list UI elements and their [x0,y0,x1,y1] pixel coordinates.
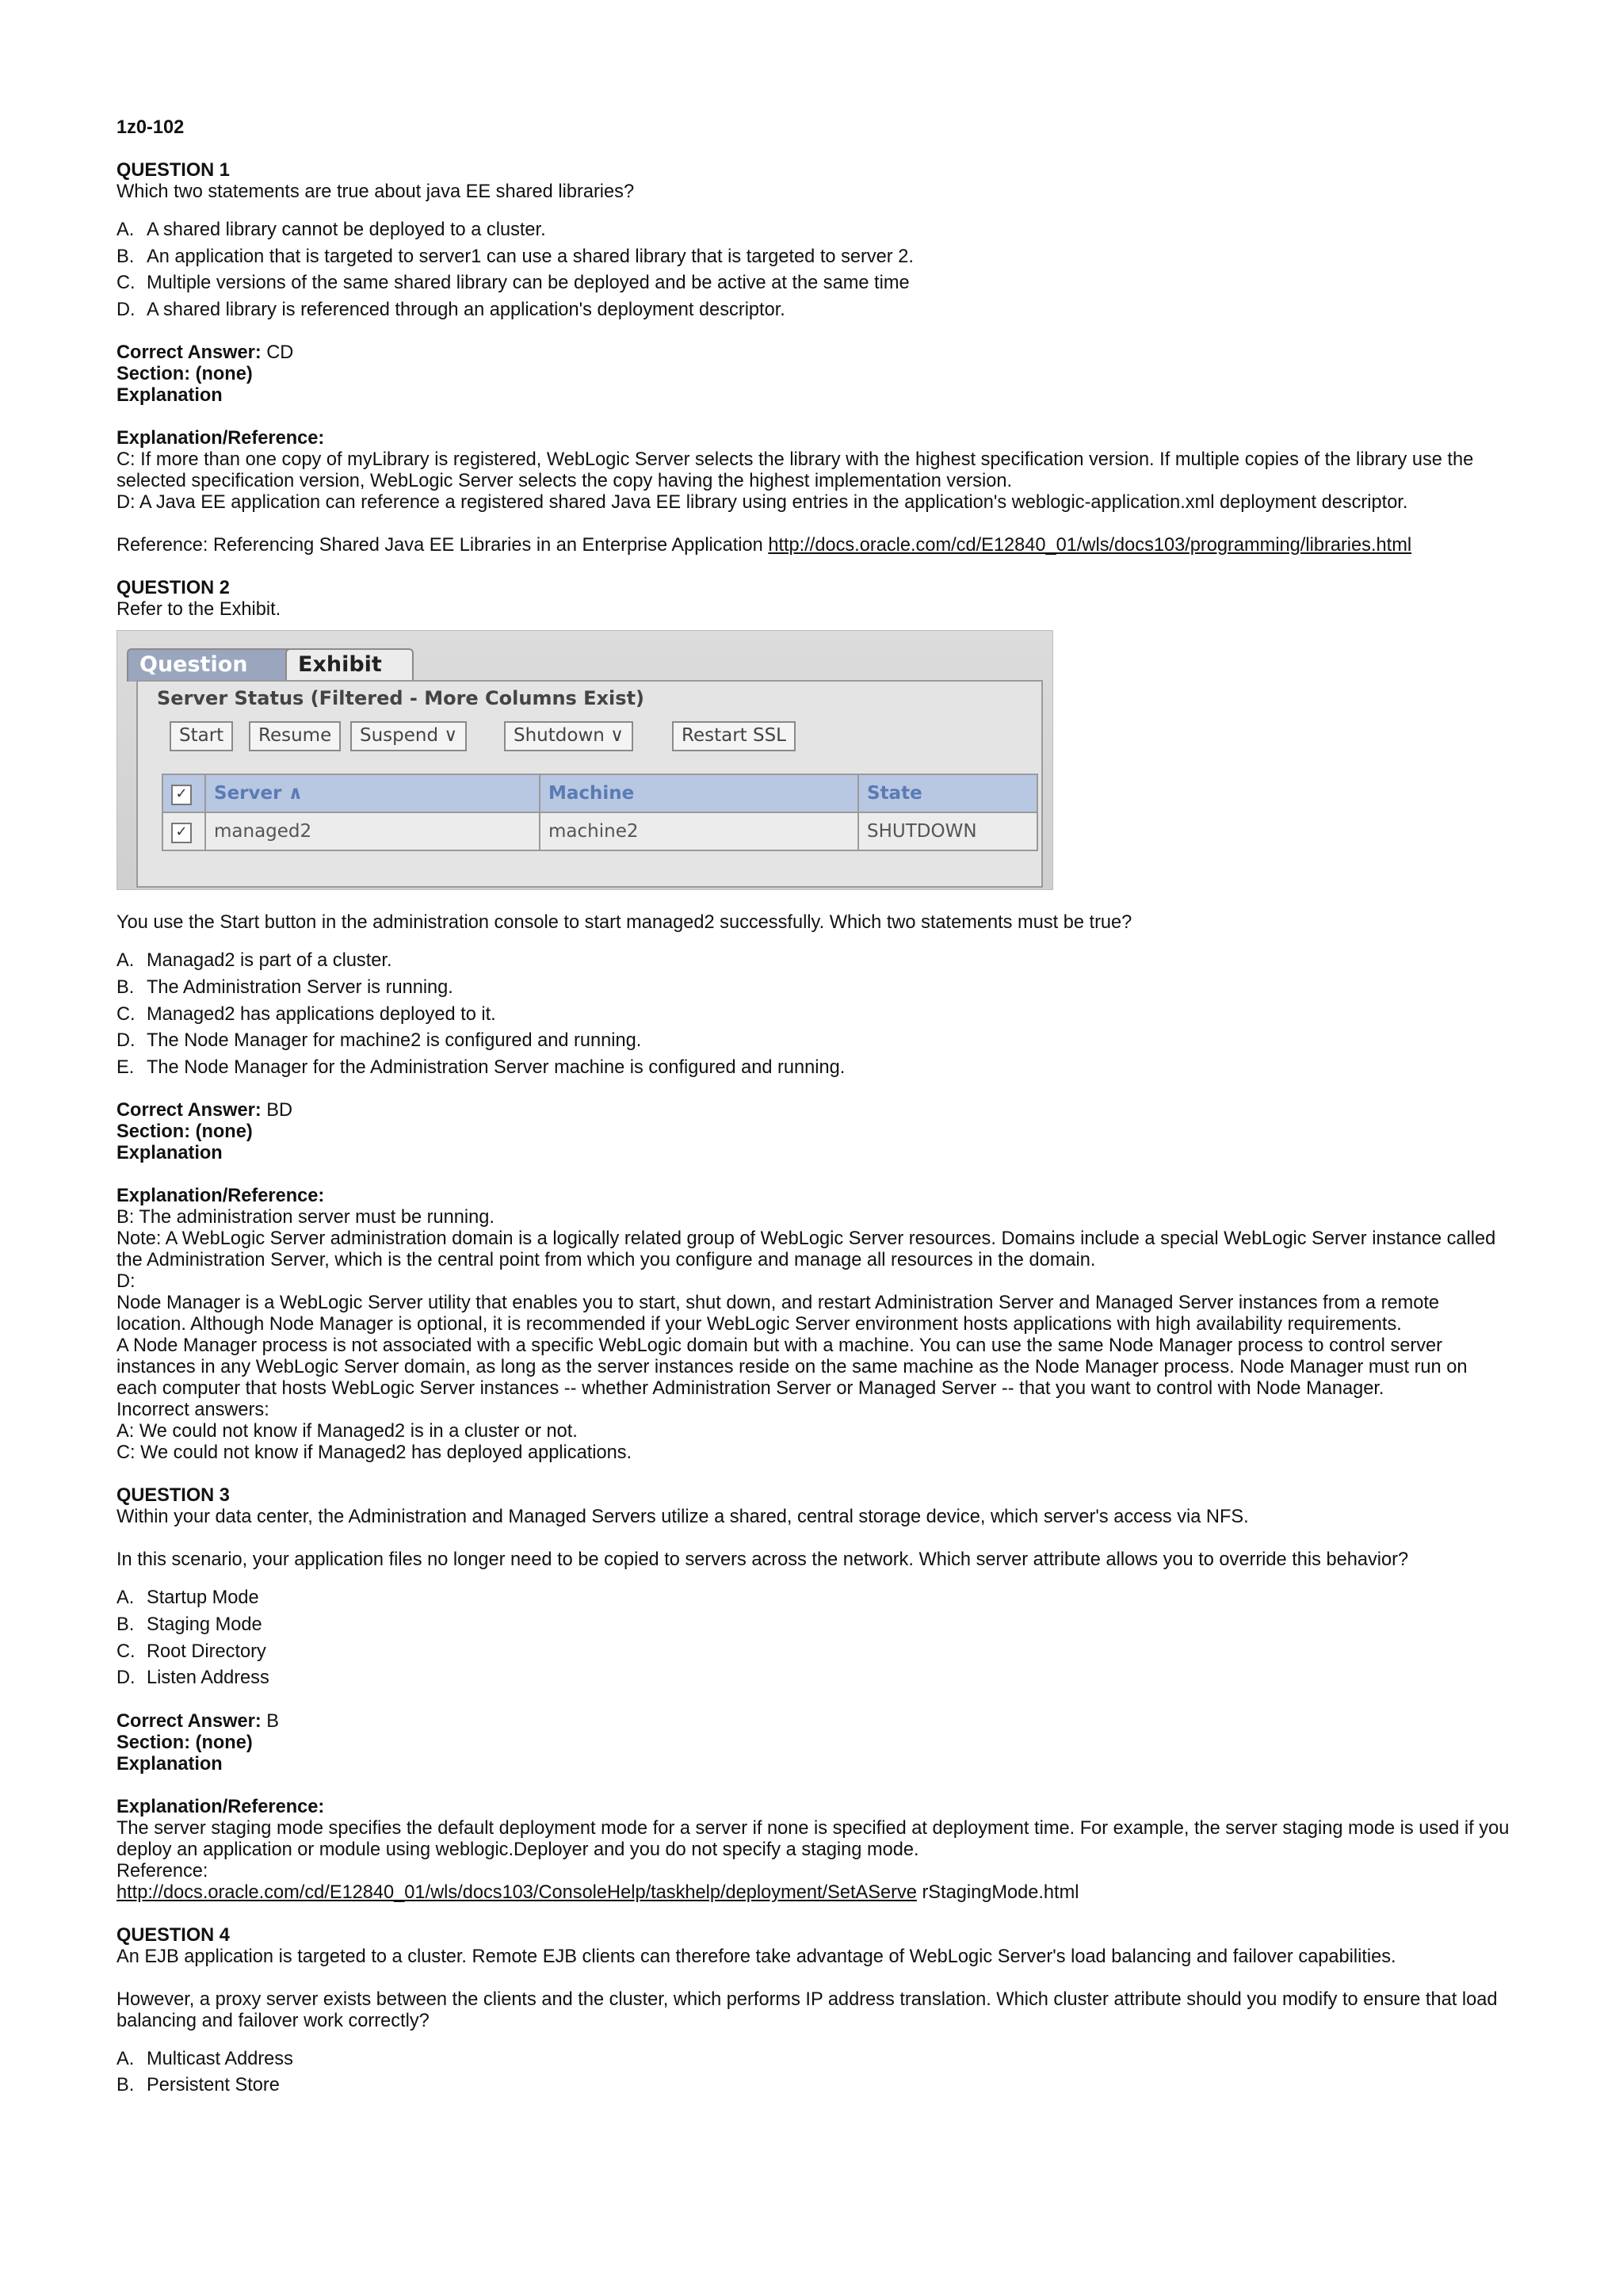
q2-exp-line-4: Node Manager is a WebLogic Server utility that enables you to start, shut down, and restart Administration Server and Managed Server instances from a remote location. Although Node Manager is optional, it is recommended if your WebLogic Server environment hosts applications with high availability requirements. [116,1293,1440,1335]
q2-option-a [116,948,1511,975]
cell-server: managed2 [205,812,540,850]
option-letter: C. [116,1641,136,1662]
option-text: Managed2 has applications deployed to it. [147,1003,496,1025]
q2-exp-line-7: A: We could not know if Managed2 is in a cluster or not. [116,1421,578,1442]
option-text: Startup Mode [147,1587,259,1609]
q2-exp-line-2: Note: A WebLogic Server administration domain is a logically related group of WebLogic Server resources. Domains include a special WebLogic Server instance called the Administration Server, which is the central point from which you configure and manage all resources in the domain. [116,1228,1496,1271]
restart-ssl-button: Restart SSL [672,721,796,751]
reference-link[interactable]: http://docs.oracle.com/cd/E12840_01/wls/docs103/ConsoleHelp/taskhelp/deployment/SetAServe [116,1881,917,1903]
q2-section: Section: (none) [116,1121,253,1143]
reference-link[interactable]: http://docs.oracle.com/cd/E12840_01/wls/docs103/programming/libraries.html [768,535,1412,556]
option-letter: C. [116,273,136,294]
tab-exhibit: Exhibit [285,648,414,682]
option-text: The Node Manager for the Administration Server machine is configured and running. [147,1056,846,1078]
header-checkbox-cell [162,774,205,812]
q1-explanation-heading: Explanation [116,385,223,407]
answer-value: BD [266,1100,293,1121]
q1-text: Which two statements are true about java EE shared libraries? [116,181,635,202]
exhibit-screenshot [116,630,1053,890]
option-text: Persistent Store [147,2075,280,2096]
q4-text: An EJB application is targeted to a cluster. Remote EJB clients can therefore take advantage of WebLogic Server's load balancing and failover capabilities. [116,1946,1396,1967]
q2-exp-line-3: D: [116,1271,136,1293]
option-letter: B. [116,246,135,267]
q2-option-c [116,1002,1511,1029]
q2-exp-line-8: C: We could not know if Managed2 has deployed applications. [116,1442,632,1464]
option-letter: B. [116,2075,135,2096]
column-server: Server ∧ [205,774,540,812]
option-letter: D. [116,299,136,320]
q1-option-b [116,244,1511,271]
q2-prompt: You use the Start button in the administration console to start managed2 successfully. Which two statements must be true? [116,912,1132,934]
option-text: A shared library is referenced through an application's deployment descriptor. [147,299,785,320]
option-letter: D. [116,1668,136,1689]
cell-state: SHUTDOWN [858,812,1037,850]
q1-correct-answer [116,342,1511,364]
q2-explanation-heading: Explanation [116,1143,223,1164]
option-text: An application that is targeted to server1 can use a shared library that is targeted to server 2. [147,246,914,267]
q3-expref-heading: Explanation/Reference: [116,1796,325,1817]
option-letter: A. [116,950,135,972]
q3-option-a [116,1585,1511,1612]
q3-title: QUESTION 3 [116,1485,230,1507]
option-text: A shared library cannot be deployed to a cluster. [147,220,546,240]
option-letter: E. [116,1056,135,1078]
q2-option-d [116,1028,1511,1055]
q3-option-d [116,1665,1511,1692]
answer-value: B [266,1710,279,1732]
q3-reference [116,1882,1511,1904]
q4-option-b [116,2073,1511,2099]
column-state: State [858,774,1037,812]
row-checkbox-cell [162,812,205,850]
q4-option-a [116,2046,1511,2073]
q1-option-d [116,297,1511,324]
option-text: The Administration Server is running. [147,976,453,998]
q3-text-2: In this scenario, your application files no longer need to be copied to servers across the network. Which server attribute allows you to override this behavior? [116,1549,1409,1571]
answer-label: Correct Answer: [116,342,262,364]
table-row [162,812,1037,850]
q1-option-a [116,217,1511,244]
q3-ref-label: Reference: [116,1860,208,1881]
q1-reference [116,535,1511,556]
option-text: Multiple versions of the same shared library can be deployed and be active at the same time [147,273,910,294]
q4-options [116,2046,1511,2099]
doc-code: 1z0-102 [116,117,185,138]
option-text: Multicast Address [147,2048,293,2069]
option-text: Managad2 is part of a cluster. [147,950,392,972]
q2-expref-heading: Explanation/Reference: [116,1186,325,1207]
option-letter: D. [116,1030,136,1052]
q3-exp-line: The server staging mode specifies the default deployment mode for a server if none is specified at deployment time. For example, the server staging mode is used if you deploy an application or module using weblogic.Deployer and you do not specify a staging mode. [116,1817,1510,1860]
panel-title: Server Status (Filtered - More Columns Exist) [157,687,645,710]
q2-options [116,948,1511,1081]
q3-section: Section: (none) [116,1732,253,1753]
q3-text: Within your data center, the Administration and Managed Servers utilize a shared, central storage device, which server's access via NFS. [116,1507,1249,1528]
answer-value: CD [266,342,294,364]
tab-question: Question [127,648,295,682]
table-header-row [162,774,1037,812]
q3-option-c [116,1639,1511,1666]
q4-text-2: However, a proxy server exists between the clients and the cluster, which performs IP address translation. Which cluster attribute should you modify to ensure that load balancing and failover work correctly? [116,1988,1498,2031]
option-letter: C. [116,1003,136,1025]
q2-exp-line-5: A Node Manager process is not associated with a specific WebLogic domain but with a machine. You can use the same Node Manager process to control server instances in any WebLogic Server domain, as long as the server instances reside on the same machine as the Node Manager process. Node Manager must run on each computer that hosts WebLogic Server instances -- whether Administration Server or Managed Server -- that you want to control with Node Manager. [116,1335,1468,1400]
q4-title: QUESTION 4 [116,1924,230,1946]
answer-label: Correct Answer: [116,1710,262,1732]
q2-option-e [116,1055,1511,1082]
q1-section: Section: (none) [116,364,253,385]
suspend-button: Suspend ∨ [350,721,467,751]
checkbox-icon: ✓ [171,823,192,843]
q2-text: Refer to the Exhibit. [116,599,281,621]
shutdown-button: Shutdown ∨ [504,721,633,751]
q3-options [116,1585,1511,1691]
q1-title: QUESTION 1 [116,160,230,181]
option-letter: B. [116,1614,135,1635]
q1-exp-line-2: D: A Java EE application can reference a registered shared Java EE library using entries in the application's weblogic-application.xml deployment descriptor. [116,492,1408,514]
option-text: Listen Address [147,1668,269,1689]
reference-text: Reference: Referencing Shared Java EE Libraries in an Enterprise Application [116,535,769,556]
q3-explanation-heading: Explanation [116,1753,223,1775]
q2-exp-line-1: B: The administration server must be running. [116,1207,495,1228]
q1-exp-line-1: C: If more than one copy of myLibrary is registered, WebLogic Server selects the library with the highest specification version. If multiple copies of the library use the selected specification version, WebLogic Server selects the copy having the highest implementation version. [116,449,1474,492]
option-letter: A. [116,2048,135,2069]
cell-machine: machine2 [540,812,858,850]
option-letter: A. [116,220,135,240]
q1-expref-heading: Explanation/Reference: [116,428,325,449]
q1-options [116,217,1511,323]
q3-option-b [116,1612,1511,1639]
option-text: Staging Mode [147,1614,262,1635]
start-button: Start [170,721,233,751]
server-table [162,774,1038,851]
option-letter: B. [116,976,135,998]
resume-button: Resume [249,721,341,751]
answer-label: Correct Answer: [116,1100,262,1121]
q2-correct-answer [116,1100,1511,1121]
option-text: Root Directory [147,1641,266,1662]
q2-option-b [116,975,1511,1002]
q2-title: QUESTION 2 [116,578,230,599]
document-page [116,117,1511,2099]
checkbox-icon: ✓ [171,785,192,805]
option-letter: A. [116,1587,135,1609]
q1-option-c [116,270,1511,297]
q2-exp-line-6: Incorrect answers: [116,1400,269,1421]
option-text: The Node Manager for machine2 is configured and running. [147,1030,642,1052]
q3-correct-answer [116,1711,1511,1733]
column-machine: Machine [540,774,858,812]
reference-tail: rStagingMode.html [916,1881,1079,1903]
